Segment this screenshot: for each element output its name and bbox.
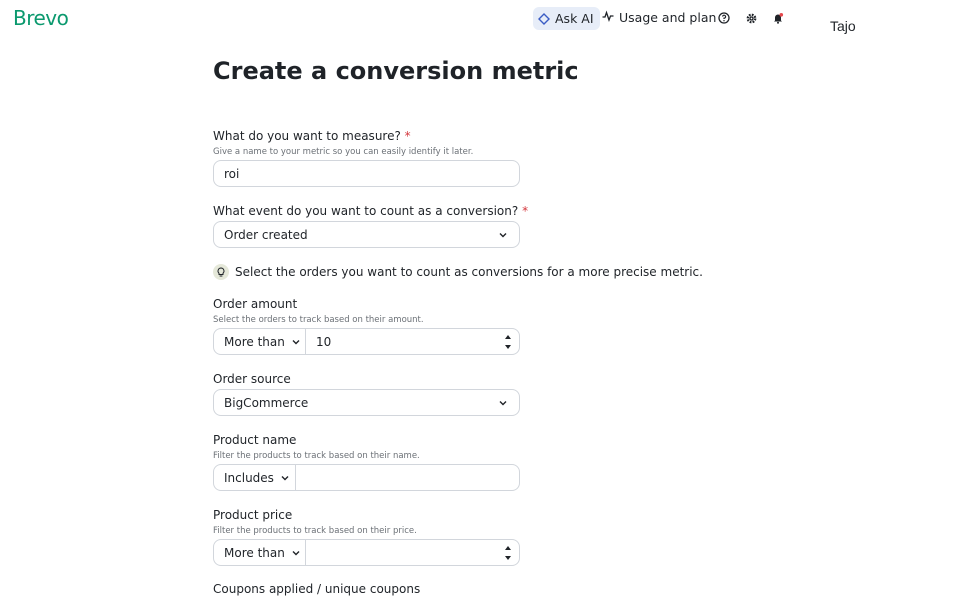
required-mark: * <box>404 129 411 143</box>
help-icon[interactable] <box>717 11 731 25</box>
tip-banner <box>213 264 703 280</box>
product-name-help: Filter the products to track based on their name. <box>213 451 420 461</box>
order-amount-label: Order amount <box>213 297 298 311</box>
product-price-field <box>213 539 520 566</box>
coupons-label: Coupons applied / unique coupons <box>213 582 421 596</box>
activity-pulse-icon <box>602 10 614 25</box>
order-source-label: Order source <box>213 372 291 386</box>
chevron-down-icon <box>498 230 508 240</box>
ask-ai-button[interactable] <box>533 7 600 30</box>
product-name-operator-value: Includes <box>224 470 274 485</box>
chevron-down-icon <box>280 473 290 483</box>
top-bar <box>0 0 960 40</box>
measure-help: Give a name to your metric so you can easily identify it later. <box>213 147 474 157</box>
measure-label <box>213 129 411 143</box>
order-amount-field <box>213 328 520 355</box>
number-stepper-icon[interactable] <box>503 544 513 562</box>
event-select[interactable] <box>213 221 520 248</box>
event-label <box>213 204 528 218</box>
product-name-operator-select[interactable] <box>214 465 296 490</box>
required-mark: * <box>522 204 529 218</box>
product-name-input[interactable] <box>296 465 519 490</box>
page-title: Create a conversion metric <box>213 57 579 85</box>
usage-and-plan-button[interactable] <box>602 10 716 25</box>
chevron-down-icon <box>291 337 301 347</box>
event-label-text: What event do you want to count as a conversion? <box>213 204 519 218</box>
settings-gear-icon[interactable] <box>744 11 758 25</box>
metric-name-input[interactable] <box>213 160 520 187</box>
order-amount-value: 10 <box>316 334 332 349</box>
event-select-value: Order created <box>224 227 308 242</box>
order-amount-operator-value: More than <box>224 334 285 349</box>
product-price-operator-value: More than <box>224 545 285 560</box>
brevo-logo[interactable]: Brevo <box>13 6 69 30</box>
chevron-down-icon <box>498 398 508 408</box>
product-price-input[interactable] <box>306 540 503 565</box>
lightbulb-icon <box>213 264 229 280</box>
order-amount-operator-select[interactable] <box>214 329 306 354</box>
order-source-value: BigCommerce <box>224 395 309 410</box>
product-price-operator-select[interactable] <box>214 540 306 565</box>
product-price-help: Filter the products to track based on their price. <box>213 526 417 536</box>
notification-bell-icon[interactable] <box>771 11 785 25</box>
ask-ai-label: Ask AI <box>555 11 594 26</box>
product-name-label: Product name <box>213 433 297 447</box>
product-name-field <box>213 464 520 491</box>
sparkle-diamond-icon <box>538 13 550 25</box>
chevron-down-icon <box>291 548 301 558</box>
number-stepper-icon[interactable] <box>503 333 513 351</box>
metric-name-value: roi <box>224 166 240 181</box>
measure-label-text: What do you want to measure? <box>213 129 401 143</box>
user-name[interactable]: Tajo <box>830 18 856 34</box>
tip-text: Select the orders you want to count as conversions for a more precise metric. <box>235 265 703 279</box>
order-amount-help: Select the orders to track based on their amount. <box>213 315 424 325</box>
order-source-select[interactable] <box>213 389 520 416</box>
order-amount-input[interactable] <box>306 329 503 354</box>
product-price-label: Product price <box>213 508 293 522</box>
usage-and-plan-label: Usage and plan <box>619 10 717 25</box>
